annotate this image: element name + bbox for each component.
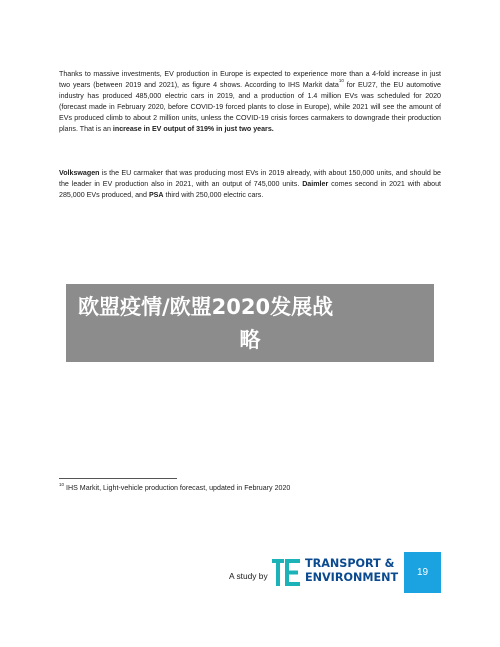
- footnote-text: IHS Markit, Light-vehicle production forecast, updated in February 2020: [64, 484, 291, 492]
- study-by-label: A study by: [229, 571, 268, 581]
- carmaker-daimler: Daimler: [302, 180, 329, 188]
- banner-title-line-1: 欧盟疫情/欧盟2020发展战: [78, 295, 334, 319]
- carmaker-text-3: third with 250,000 electric cars.: [163, 191, 264, 199]
- intro-highlight: increase in EV output of 319% in just two years.: [112, 125, 274, 133]
- title-overlay-banner: [66, 284, 434, 362]
- carmaker-psa: PSA: [148, 191, 164, 199]
- carmaker-paragraph: [59, 168, 441, 201]
- page-number-badge: 19: [404, 552, 441, 593]
- transport-environment-logo: [305, 557, 398, 585]
- footnote: [59, 483, 290, 493]
- logo-text-transport: TRANSPORT &: [305, 557, 395, 570]
- intro-text-2: for EU27, the EU automotive industry has produced 485,000 electric cars in 2019, and a production of 1.4 million EVs was scheduled for 2020 (forecast made in February 2020, before COVID-19 forced plants to close in Europe), while 2021 will see the amount of EVs produced climb to about 2 million units, unless the COVID-19 crisis forces carmakers to downgrade their production plans. That is an: [59, 81, 441, 133]
- footnote-divider: [59, 478, 177, 479]
- intro-paragraph: [59, 69, 441, 135]
- banner-title-line-2: 略: [239, 328, 261, 352]
- carmaker-volkswagen: Volkswagen: [59, 169, 100, 177]
- intro-text-1: Thanks to massive investments, EV production in Europe is expected to experience more than a 4-fold increase in just two years (between 2019 and 2021), as figure 4 shows. According to IHS Markit data: [59, 70, 441, 89]
- carmaker-text-2: comes second in 2021 with about 285,000 EVs produced, and: [59, 180, 441, 199]
- footnote-reference[interactable]: 10: [338, 78, 344, 83]
- transport-environment-logo-icon: [272, 558, 302, 588]
- logo-text-environment: ENVIRONMENT: [305, 571, 399, 584]
- carmaker-text-1: is the EU carmaker that was producing most EVs in 2019 already, with about 150,000 units, and should be the leader in EV production also in 2021, with an output of 745,000 units.: [59, 169, 441, 188]
- footnote-number: 10: [59, 482, 65, 487]
